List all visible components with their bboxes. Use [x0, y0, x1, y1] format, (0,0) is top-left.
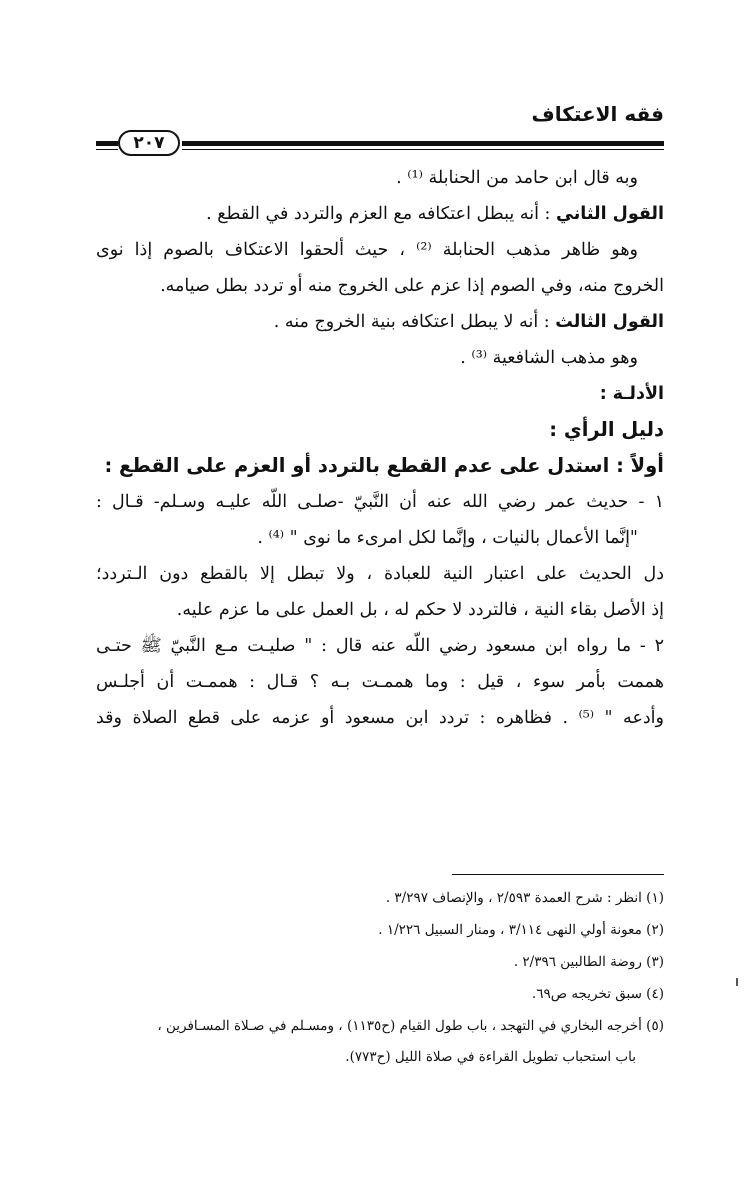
header-rule-left-thick [96, 141, 118, 146]
section-heading: دليل الرأي : [549, 418, 664, 441]
footnote-separator [452, 874, 664, 875]
text-line: وهو مذهب الشافعية ⁽³⁾ . [460, 348, 638, 368]
text-line: الخروج منه، وفي الصوم إذا عزم على الخروج منه أو تردد بطل صيامه. [160, 276, 664, 296]
text-line: وبه قال ابن حامد من الحنابلة ⁽¹⁾ . [396, 168, 638, 188]
section-heading: أولاً : استدل على عدم القطع بالتردد أو العزم على القطع : [104, 454, 664, 477]
header-rule-thin [182, 149, 664, 150]
text-line: دل الحديث على اعتبار النية للعبادة ، ولا تبطل إلا بالقطع دون الـتردد؛ [96, 564, 664, 584]
text-line: ١ - حديث عمر رضي الله عنه أن النَّبيّ -صلـى اللّه عليـه وسـلم- قـال : [96, 492, 664, 512]
footnotes [96, 882, 664, 1072]
text-line: هممت بأمر سوء ، قيل : وما هممـت بـه ؟ قـال : هممـت أن أجلـس [96, 672, 664, 692]
footnote: (٣) روضة الطالبين ٢/٣٩٦ . [513, 954, 664, 970]
page-number: ٢٠٧ [118, 130, 180, 156]
footnote: (٢) معونة أولي النهى ٣/١١٤ ، ومنار السبيل ١/٢٢٦ . [378, 922, 664, 938]
main-text [96, 160, 664, 736]
opinion-text: : أنه لا يبطل اعتكافه بنية الخروج منه . [273, 312, 556, 332]
header-rule-left-thin [96, 149, 118, 150]
footnote-continuation: باب استحباب تطويل القراءة في صلاة الليل (ح٧٧٣). [345, 1049, 636, 1065]
opinion-text: : أنه يبطل اعتكافه مع العزم والتردد في القطع . [206, 204, 557, 224]
hadith-quote: "إنَّما الأعمال بالنيات ، وإنَّما لكل امرىء ما نوى " ⁽⁴⁾ . [257, 528, 638, 548]
header-rule [96, 130, 664, 156]
text-line: ٢ - ما رواه ابن مسعود رضي اللّه عنه قال : " صليـت مـع النَّبيّ ﷺ حتـى [96, 636, 664, 656]
text-line: وأدعه " ⁽⁵⁾ . فظاهره : تردد ابن مسعود أو عزمه على قطع الصلاة وقد [96, 708, 664, 728]
page-header [96, 100, 664, 158]
footnote: (٥) أخرجه البخاري في التهجد ، باب طول القيام (ح١١٣٥) ، ومسـلم في صـلاة المسـافرين ، [157, 1018, 664, 1034]
scan-mark [736, 978, 738, 986]
header-rule-thick [182, 141, 664, 146]
text-line [96, 196, 664, 232]
text-line: إذ الأصل بقاء النية ، فالتردد لا حكم له ، بل العمل على ما عزم عليه. [176, 600, 664, 620]
text-line [96, 304, 664, 340]
footnote: (٤) سبق تخريجه ص٦٩. [531, 986, 664, 1002]
section-heading: الأدلـة : [599, 384, 664, 404]
running-title: فقه الاعتكاف [531, 102, 664, 126]
footnote: (١) انظر : شرح العمدة ٢/٥٩٣ ، والإنصاف ٣/٢٩٧ . [385, 890, 664, 906]
text-line: وهو ظاهر مذهب الحنابلة ⁽²⁾ ، حيث ألحقوا الاعتكاف بالصوم إذا نوى [96, 240, 638, 260]
opinion-label: القول الثالث [555, 312, 664, 332]
opinion-label: القول الثاني [556, 204, 664, 224]
